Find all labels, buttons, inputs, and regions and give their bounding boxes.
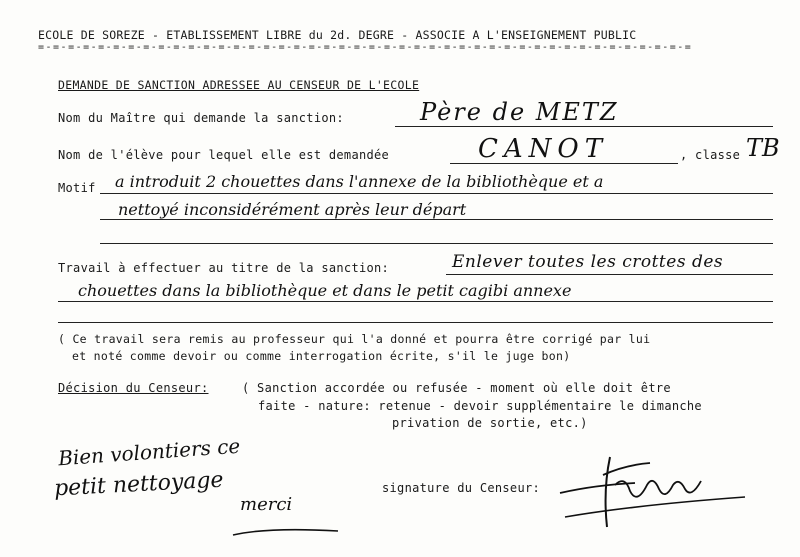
note-line-1: ( Ce travail sera remis au professeur qui l'a donné et pourra être corrigé par lui: [58, 332, 651, 346]
work-label: Travail à effectuer au titre de la sanction:: [58, 261, 390, 275]
signature-label: signature du Censeur:: [382, 481, 541, 495]
student-value: CANOT: [478, 134, 609, 164]
motif-rule-2: [100, 219, 773, 220]
decision-line-2: faite - nature: retenue - devoir supplémentaire le dimanche: [258, 399, 702, 413]
decision-line-3: privation de sortie, etc.): [392, 416, 588, 430]
header-rule: =-=-=-=-=-=-=-=-=-=-=-=-=-=-=-=-=-=-=-=-=-=-=-=-=-=-=-=-=-=-=-=-=-=-=-=-=-=-=-=-=-=-=-=: [38, 42, 693, 53]
master-value: Père de METZ: [420, 98, 619, 126]
handwritten-note-line-2: petit nettoyage: [53, 467, 225, 502]
class-label: , classe: [680, 148, 741, 162]
motif-rule-1: [100, 193, 773, 194]
motif-line-2: nettoyé inconsidérément après leur départ: [118, 200, 467, 219]
motif-line-1: a introduit 2 chouettes dans l'annexe de la bibliothèque et a: [115, 172, 604, 191]
motif-label: Motif: [58, 181, 96, 195]
work-rule-1: [446, 274, 773, 275]
work-line-2: chouettes dans la bibliothèque et dans le petit cagibi annexe: [78, 281, 572, 300]
decision-line-1: ( Sanction accordée ou refusée - moment où elle doit être: [242, 381, 671, 395]
class-value: TB: [746, 134, 780, 162]
form-heading: DEMANDE DE SANCTION ADRESSEE AU CENSEUR DE L'ECOLE: [58, 78, 420, 92]
master-line: [395, 126, 773, 127]
note-line-2: et noté comme devoir ou comme interrogation écrite, s'il le juge bon): [72, 349, 571, 363]
master-label: Nom du Maître qui demande la sanction:: [58, 111, 344, 125]
student-label: Nom de l'élève pour lequel elle est demandée: [58, 148, 390, 162]
work-rule-2: [58, 301, 773, 302]
school-header: ECOLE DE SOREZE - ETABLISSEMENT LIBRE du 2d. DEGRE - ASSOCIE A L'ENSEIGNEMENT PUBLIC: [38, 28, 637, 42]
decision-label: Décision du Censeur:: [58, 381, 209, 395]
note-flourish: [228, 505, 348, 545]
handwritten-note-line-1: Bien volontiers ce: [57, 433, 241, 471]
motif-rule-3: [100, 243, 773, 244]
handwritten-note-line-3: merci: [240, 494, 293, 515]
censor-signature: [555, 445, 755, 535]
work-rule-3: [58, 322, 773, 323]
work-line-1: Enlever toutes les crottes des: [452, 252, 724, 272]
